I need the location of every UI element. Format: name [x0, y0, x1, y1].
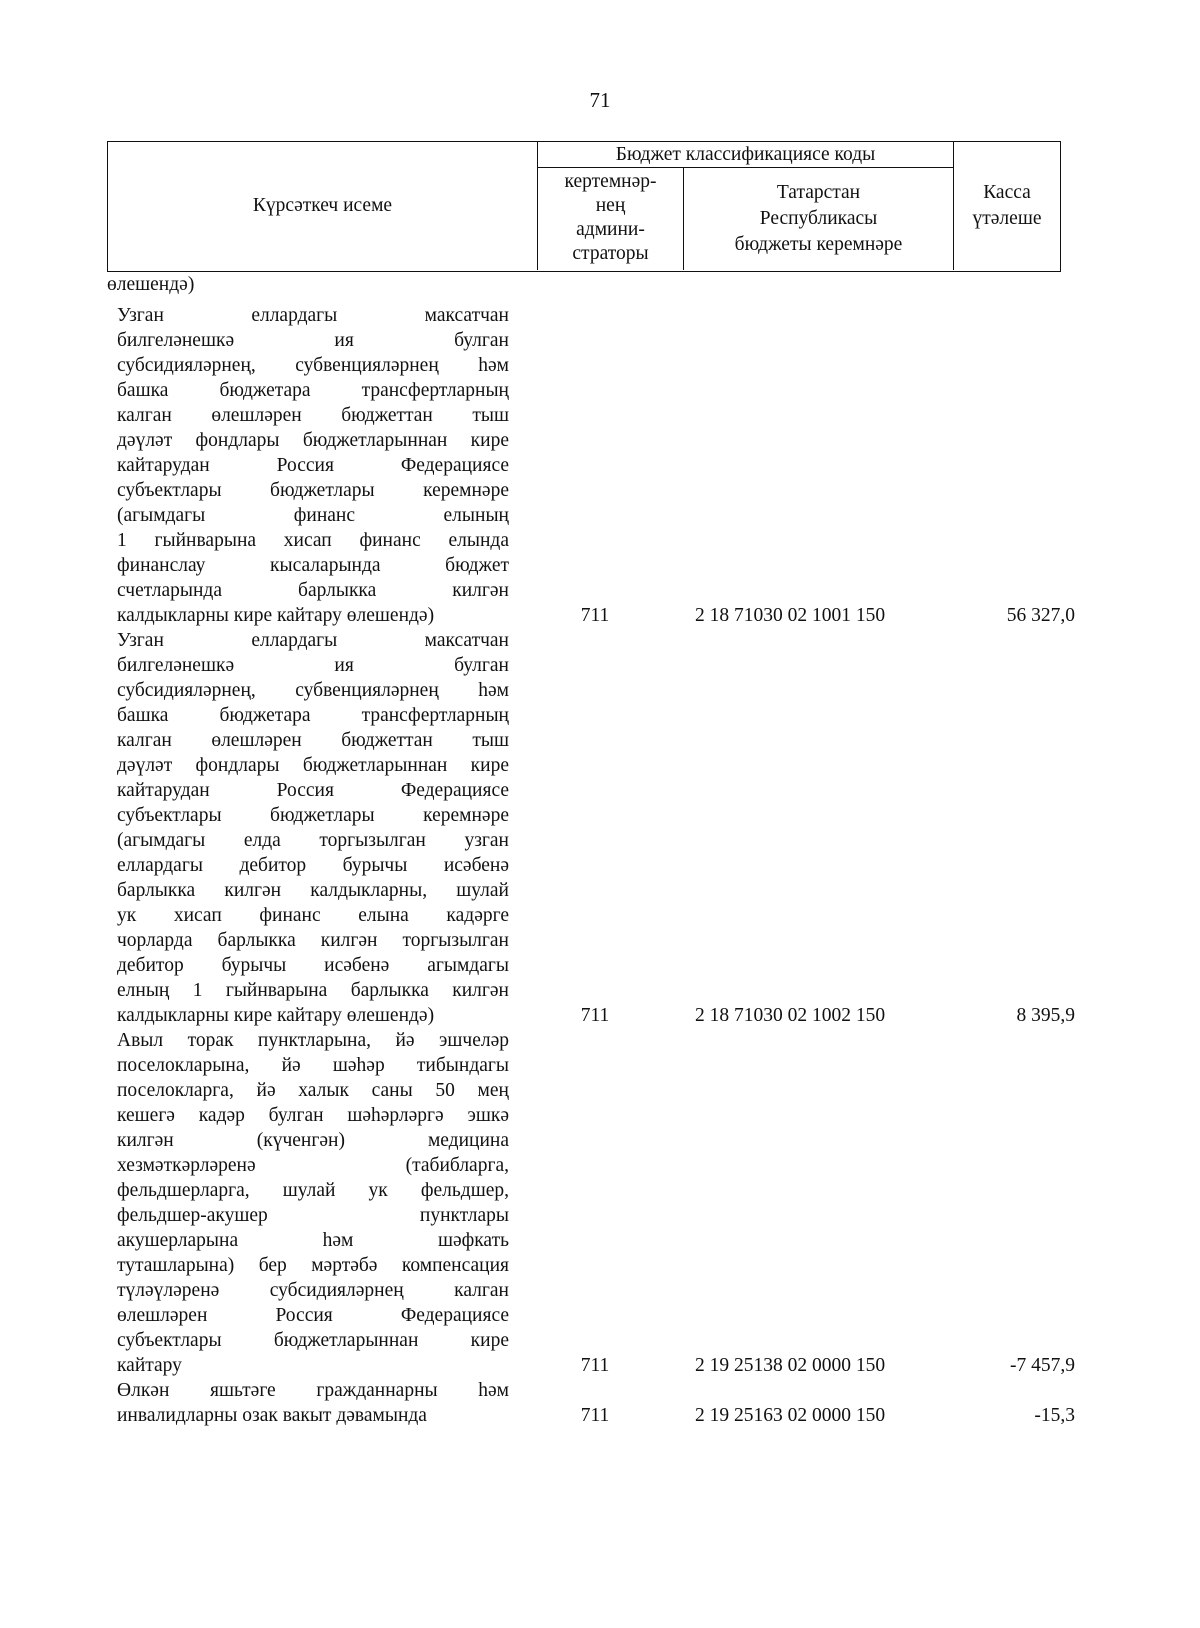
description-line: барлыкка килгән калдыкларны, шулай — [117, 880, 509, 901]
description-line: түләүләренә субсидияләрнең калган — [117, 1280, 509, 1301]
description-line: поселокларга, йә халык саны 50 мең — [117, 1080, 509, 1101]
description-line: фельдшерларга, шулай ук фельдшер, — [117, 1180, 509, 1201]
header-republic-budget-revenue — [684, 168, 954, 270]
description-line: субъектлары бюджетларыннан кире — [117, 1330, 509, 1351]
row-1-admin-code: 711 — [580, 605, 610, 626]
description-line: ук хисап финанс елына кадәрге — [117, 905, 509, 926]
description-line: калдыкларны кире кайтару өлешендә) — [117, 605, 435, 626]
description-line: Авыл торак пунктларына, йә эшчеләр — [117, 1030, 509, 1051]
page-number: 71 — [589, 88, 611, 112]
description-line: башка бюджетара трансфертларның — [117, 380, 509, 401]
description-line: калдыкларны кире кайтару өлешендә) — [117, 1005, 435, 1026]
description-line: чорларда барлыкка килгән торгызылган — [117, 930, 509, 951]
description-line: дәүләт фондлары бюджетларыннан кире — [117, 755, 509, 776]
description-line: 1 гыйнварына хисап финанс елында — [117, 530, 509, 551]
description-line: кайтару — [117, 1355, 182, 1376]
header-indicator-name — [108, 142, 538, 270]
description-line: калган өлешләрен бюджеттан тыш — [117, 730, 509, 751]
description-line: билгеләнешкә ия булган — [117, 330, 509, 351]
description-line: килгән (күченгән) медицина — [117, 1130, 509, 1151]
description-line: субсидияләрнең, субвенцияләрнең һәм — [117, 680, 509, 701]
table-header — [107, 141, 1061, 272]
row-1-description — [117, 303, 509, 628]
description-line: калган өлешләрен бюджеттан тыш — [117, 405, 509, 426]
description-line: кайтарудан Россия Федерациясе — [117, 455, 509, 476]
row-4-description — [117, 1378, 509, 1428]
row-1-budget-code: 2 18 71030 02 1001 150 — [694, 605, 886, 626]
description-line: еллардагы дебитор бурычы исәбенә — [117, 855, 509, 876]
row-3-budget-code: 2 19 25138 02 0000 150 — [694, 1355, 886, 1376]
header-indicator-name-label: Күрсәткеч исеме — [252, 195, 393, 216]
description-line: башка бюджетара трансфертларның — [117, 705, 509, 726]
description-line: туташларына) бер мәртәбә компенсация — [117, 1255, 509, 1276]
row-2-description — [117, 628, 509, 1028]
row-3-amount: -7 457,9 — [1010, 1355, 1075, 1376]
description-line: акушерларына һәм шәфкать — [117, 1230, 509, 1251]
row-2-amount: 8 395,9 — [1016, 1005, 1075, 1026]
row-1-amount: 56 327,0 — [1006, 605, 1075, 626]
row-3-admin-code: 711 — [580, 1355, 610, 1376]
description-line: финанслау кысаларында бюджет — [117, 555, 509, 576]
row-2-budget-code: 2 18 71030 02 1002 150 — [694, 1005, 886, 1026]
carry-over-text: өлешендә) — [107, 274, 195, 295]
description-line: елның 1 гыйнварына барлыкка килгән — [117, 980, 509, 1001]
description-line: субъектлары бюджетлары керемнәре — [117, 805, 509, 826]
description-line: Узган еллардагы максатчан — [117, 630, 509, 651]
description-line: фельдшер-акушер пунктлары — [117, 1205, 509, 1226]
description-line: субсидияләрнең, субвенцияләрнең һәм — [117, 355, 509, 376]
description-line: кешегә кадәр булган шәһәрләргә эшкә — [117, 1105, 509, 1126]
header-revenue-administrator: кертемнәр- нең админи- страторы — [538, 168, 684, 270]
header-budget-classification-code: Бюджет классификациясе коды — [538, 142, 954, 168]
description-line: дәүләт фондлары бюджетларыннан кире — [117, 430, 509, 451]
header-cash-execution — [954, 142, 1060, 270]
header-cash-execution-label: Касса үтәлеше — [972, 182, 1042, 229]
header-republic-budget-revenue-label: Татарстан Республикасы бюджеты керемнәре — [734, 182, 903, 255]
description-line: хезмәткәрләренә (табибларга, — [117, 1155, 509, 1176]
description-line: Өлкән яшьтәге гражданнарны һәм — [117, 1380, 509, 1401]
description-line: өлешләрен Россия Федерациясе — [117, 1305, 509, 1326]
row-4-amount: -15,3 — [1034, 1405, 1075, 1426]
description-line: кайтарудан Россия Федерациясе — [117, 780, 509, 801]
description-line: дебитор бурычы исәбенә агымдагы — [117, 955, 509, 976]
description-line: Узган еллардагы максатчан — [117, 305, 509, 326]
row-3-description — [117, 1028, 509, 1378]
row-4-admin-code: 711 — [580, 1405, 610, 1426]
description-line: билгеләнешкә ия булган — [117, 655, 509, 676]
description-line: (агымдагы финанс елының — [117, 505, 509, 526]
description-line: поселокларына, йә шәһәр тибындагы — [117, 1055, 509, 1076]
row-2-admin-code: 711 — [580, 1005, 610, 1026]
row-4-budget-code: 2 19 25163 02 0000 150 — [694, 1405, 886, 1426]
description-line: счетларында барлыкка килгән — [117, 580, 509, 601]
description-line: (агымдагы елда торгызылган узган — [117, 830, 509, 851]
description-line: субъектлары бюджетлары керемнәре — [117, 480, 509, 501]
description-line: инвалидларны озак вакыт дәвамында — [117, 1405, 427, 1426]
